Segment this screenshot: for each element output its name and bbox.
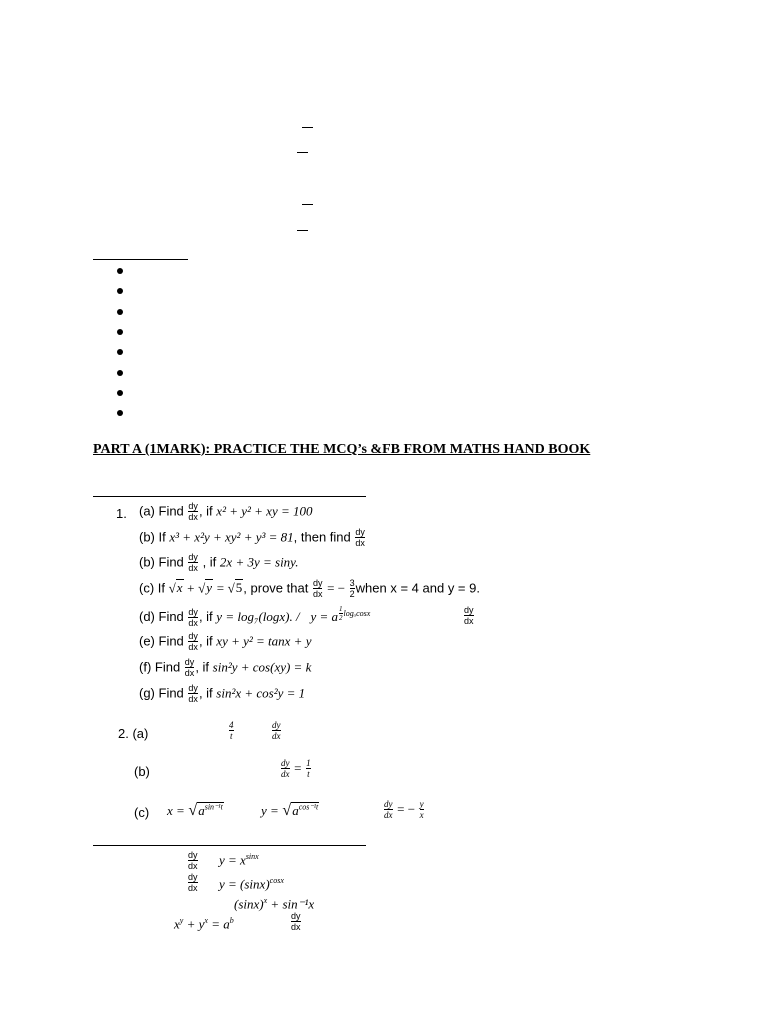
dy-dx-fraction: $\frac{dy}{dx}$ <box>464 605 474 626</box>
dash-3 <box>302 204 313 205</box>
q1-e: (d) Find $\frac{dy}{dx}$ , if y = log₇(logx). / y = a $^{\frac{1}{2} log_acosx}$ <box>139 605 371 628</box>
dy-dx-fraction: $\frac{dy}{dx}$ <box>188 631 198 652</box>
q2-a-fraction: $\frac{4}{t}$ <box>229 720 234 741</box>
part-a-heading: PART A (1MARK): PRACTICE THE MCQ’s &FB FROM MATHS HAND BOOK <box>93 442 591 457</box>
dy-dx-fraction: $\frac{dy}{dx}$ <box>188 501 198 522</box>
q1-h: (g) Find $\frac{dy}{dx}$ , if sin²x + cos²y = 1 <box>139 683 306 704</box>
dash-4 <box>297 230 308 231</box>
q2-c-label: (c) <box>134 805 150 820</box>
dy-dx-fraction: $\frac{dy}{dx}$ <box>188 552 198 573</box>
p3-dy-dx-2: $\frac{dy}{dx}$ <box>188 872 198 893</box>
bullet <box>117 309 123 315</box>
p3-dy-dx-1: $\frac{dy}{dx}$ <box>188 850 198 871</box>
p3-eq-3: $(\sin x)^x + \sin^{-1}x$ <box>234 896 315 912</box>
dash-2 <box>297 152 308 153</box>
q1-c: (b) Find $\frac{dy}{dx}$ , if 2x + 3y = siny. <box>139 552 299 573</box>
q1-b: (b) If x³ + x²y + xy² + y³ = 81, then find $\frac{dy}{dx}$ <box>139 527 365 548</box>
bullet <box>117 268 123 274</box>
q2-b-eq: $\frac{dy}{dx}$ = $\frac{1}{t}$ <box>281 758 311 779</box>
q2-c-x-eq: $x = √a^{sin^{-1}t}$ <box>167 802 223 819</box>
p3-eq-4: $x^y + y^x = a^b$ <box>174 916 234 932</box>
bullet <box>117 329 123 335</box>
section-rule-2 <box>93 496 366 497</box>
dy-dx-fraction: $\frac{dy}{dx}$ <box>184 657 195 678</box>
section-rule-3 <box>93 845 366 846</box>
section-rule-1 <box>93 259 188 260</box>
dash-1 <box>302 127 313 128</box>
q2-b-label: (b) <box>134 764 150 779</box>
q2-c-y-eq: $y = √a^{cos^{-1}t}$ <box>261 802 319 819</box>
three-halves-fraction: $\frac{3}{2}$ <box>349 578 355 599</box>
q1-a: (a) Find $\frac{dy}{dx}$ , if x² + y² + xy = 100 <box>139 501 313 522</box>
dy-dx-fraction: $\frac{dy}{dx}$ <box>312 578 323 599</box>
q1-d: (c) If √x + √y = √5, prove that $\frac{dy}{dx}$ = − $\frac{3}{2}$ when x = 4 and y = 9. <box>139 578 480 599</box>
p3-eq-2: $y = (\sin x)^{cosx}$ <box>219 876 284 892</box>
q1-f: (e) Find $\frac{dy}{dx}$ , if xy + y² = tanx + y <box>139 631 312 652</box>
bullet <box>117 370 123 376</box>
bullet <box>117 410 123 416</box>
p3-eq-1: $y = x^{sinx}$ <box>219 852 259 868</box>
q2-a-dy-dx: $\frac{dy}{dx}$ <box>272 720 281 741</box>
q1-number: 1. <box>116 506 127 521</box>
bullet <box>117 288 123 294</box>
bullet <box>117 349 123 355</box>
dy-dx-fraction: $\frac{dy}{dx}$ <box>188 683 198 704</box>
dy-dx-fraction: $\frac{dy}{dx}$ <box>188 606 198 628</box>
bullet <box>117 390 123 396</box>
dy-dx-fraction: $\frac{dy}{dx}$ <box>355 527 365 548</box>
q2-a-label: 2. (a) <box>118 726 149 741</box>
q2-c-result: $\frac{dy}{dx}$ = − $\frac{y}{x}$ <box>384 799 424 820</box>
q1-g: (f) Find $\frac{dy}{dx}$ , if sin²y + cos(xy) = k <box>139 657 312 678</box>
q1-e-dy-dx <box>463 606 475 626</box>
p3-dy-dx-3: $\frac{dy}{dx}$ <box>291 911 301 932</box>
